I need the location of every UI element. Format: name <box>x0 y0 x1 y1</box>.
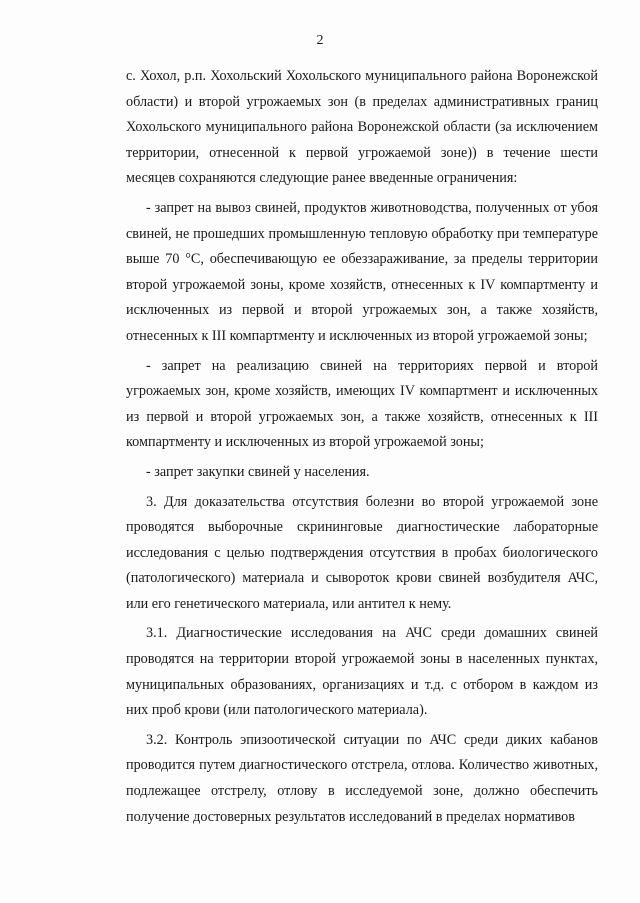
paragraph-restriction-sale: - запрет на реализацию свиней на территориях первой и второй угрожаемых зон, кроме хозяйств, имеющих IV компартмент и исключенных из первой и второй угрожаемых зон, а также хозяйств, отнесенных к III компартменту и исключенных из второй угрожаемой зоны; <box>126 357 598 451</box>
paragraph-section-3-1: 3.1. Диагностические исследования на АЧС среди домашних свиней проводятся на территории второй угрожаемой зоны в населенных пунктах, муниципальных образованиях, организациях и т.д. с отбором в каждом из них проб крови (или патологического материала). <box>126 625 598 719</box>
page-number: 2 <box>316 33 324 48</box>
paragraph-section-3: 3. Для доказательства отсутствия болезни во второй угрожаемой зоне проводятся выборочные скрининговые диагностические лабораторные исследования с целью подтверждения отсутствия в пробах биологического (патологического) материала и сывороток крови свиней возбудителя АЧС, или его генетического материала, или антител к нему. <box>126 493 598 612</box>
document-body <box>126 64 598 834</box>
paragraph-section-3-2: 3.2. Контроль эпизоотической ситуации по АЧС среди диких кабанов проводится путем диагностического отстрела, отлова. Количество животных, подлежащее отстрелу, отлову в исследуемой зоне, должно обеспечить получение достоверных результатов исследований в пределах нормативов <box>126 731 598 825</box>
paragraph-restriction-purchase: - запрет закупки свиней у населения. <box>146 463 370 480</box>
paragraph-continuation: с. Хохол, р.п. Хохольский Хохольского муниципального района Воронежской области) и второй угрожаемых зон (в пределах административных границ Хохольского муниципального района Воронежской области (за исключением территории, отнесенной к первой угрожаемой зоне)) в течение шести месяцев сохраняются следующие ранее введенные ограничения: <box>126 68 598 187</box>
paragraph-restriction-export: - запрет на вывоз свиней, продуктов животноводства, полученных от убоя свиней, не прошедших промышленную тепловую обработку при температуре выше 70 °С, обеспечивающую ее обеззараживание, за пределы территории второй угрожаемой зоны, кроме хозяйств, отнесенных к IV компартменту и исключенных из первой и второй угрожаемых зон, а также хозяйств, отнесенных к III компартменту и исключенных из второй угрожаемой зоны; <box>126 199 598 344</box>
